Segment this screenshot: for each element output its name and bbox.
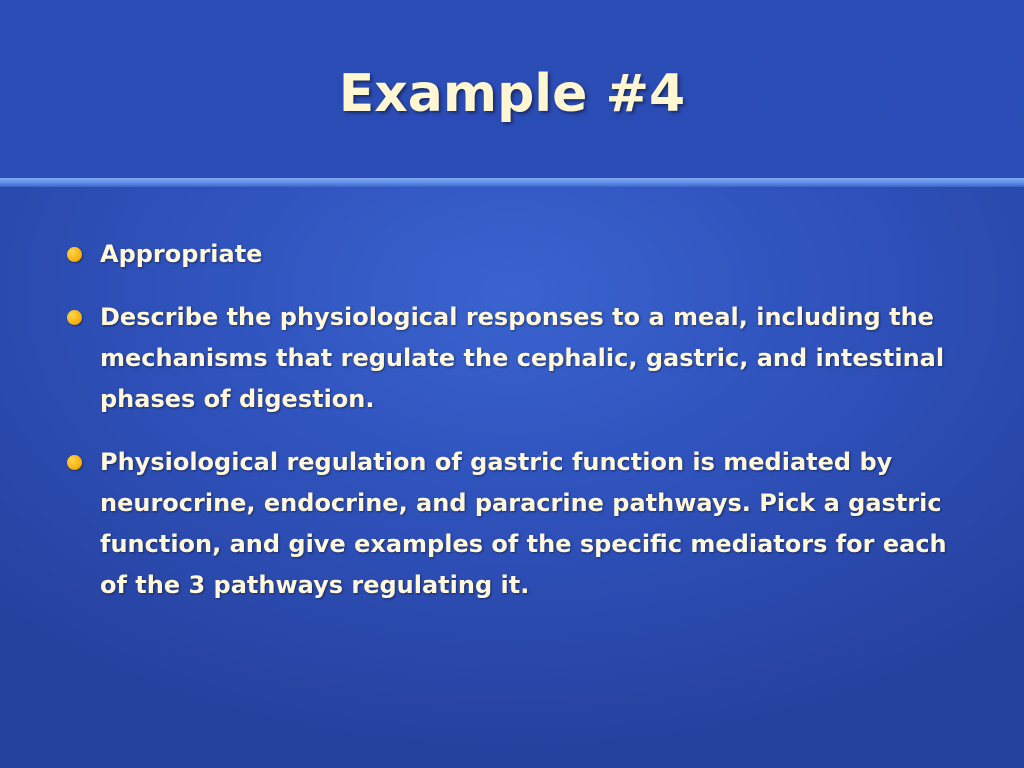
title-area bbox=[0, 0, 1024, 178]
bullet-icon bbox=[67, 310, 82, 325]
list-item bbox=[62, 442, 967, 606]
bullet-text: Physiological regulation of gastric function is mediated by neurocrine, endocrine, and paracrine pathways. Pick a gastric function, and give examples of the specific mediators for each of the 3 pathways regulating it. bbox=[100, 448, 947, 599]
list-item bbox=[62, 234, 967, 275]
bullet-list bbox=[62, 234, 967, 628]
bullet-icon bbox=[67, 455, 82, 470]
list-item bbox=[62, 297, 967, 420]
bullet-text: Describe the physiological responses to a meal, including the mechanisms that regulate the cephalic, gastric, and intestinal phases of digestion. bbox=[100, 303, 945, 413]
title-divider bbox=[0, 178, 1024, 187]
slide-title: Example #4 bbox=[338, 64, 686, 124]
bullet-text: Appropriate bbox=[100, 240, 263, 268]
bullet-icon bbox=[67, 247, 82, 262]
